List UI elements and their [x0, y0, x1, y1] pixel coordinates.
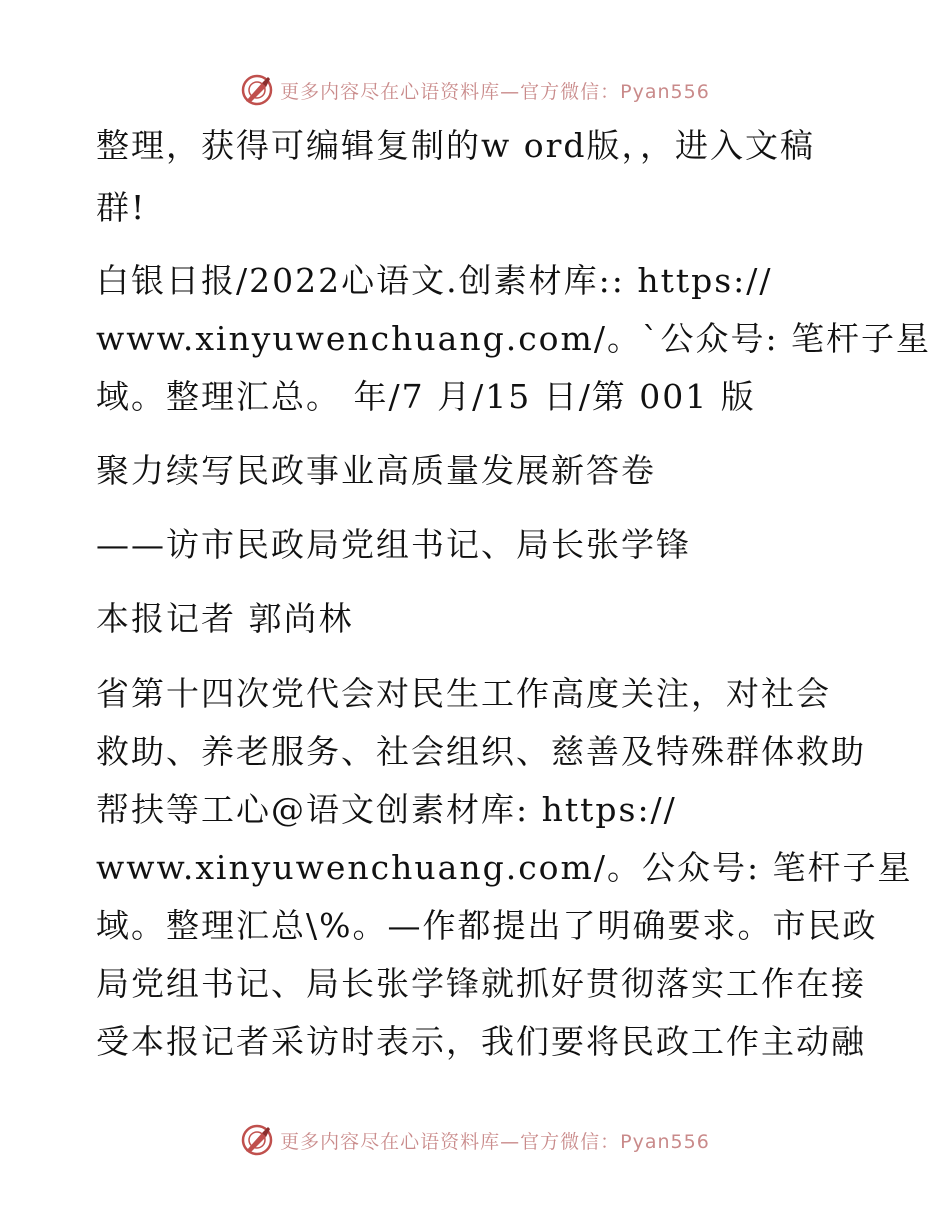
banner-wechat-id: Pyan556	[620, 1130, 710, 1153]
footer-watermark-banner	[0, 1120, 950, 1160]
byline: 本报记者 郭尚林	[96, 599, 354, 638]
text-line: 域。整理汇总\%。—作都提出了明确要求。市民政	[96, 906, 878, 945]
text-line: 群!	[96, 188, 147, 227]
banner-label: 更多内容尽在心语资料库—官方微信：	[280, 1130, 621, 1153]
banner-label: 更多内容尽在心语资料库—官方微信：	[280, 80, 621, 103]
text-line: 受本报记者采访时表示，我们要将民政工作主动融	[96, 1022, 866, 1061]
text-line: www.xinyuwenchuang.com/。`公众号: 笔杆子星	[96, 319, 932, 358]
article-subtitle: ——访市民政局党组书记、局长张学锋	[96, 525, 691, 564]
text-line: 局党组书记、局长张学锋就抓好贯彻落实工作在接	[96, 964, 866, 1003]
text-line: 白银日报/2022心语文.创素材库:: https://	[96, 261, 773, 300]
article-title: 聚力续写民政事业高质量发展新答卷	[96, 451, 656, 490]
text-line: 域。整理汇总。 年/7 月/15 日/第 001 版	[96, 377, 756, 416]
text-line: 整理，获得可编辑复制的w ord版，，进入文稿	[96, 126, 816, 165]
text-line: www.xinyuwenchuang.com/。公众号: 笔杆子星	[96, 848, 913, 887]
text-line: 帮扶等工心@语文创素材库: https://	[96, 790, 677, 829]
text-line: 救助、养老服务、社会组织、慈善及特殊群体救助	[96, 732, 866, 771]
banner-text	[280, 1127, 710, 1154]
pen-logo-icon	[240, 1123, 274, 1157]
text-line: 省第十四次党代会对民生工作高度关注，对社会	[96, 674, 831, 713]
banner-wechat-id: Pyan556	[620, 80, 710, 103]
